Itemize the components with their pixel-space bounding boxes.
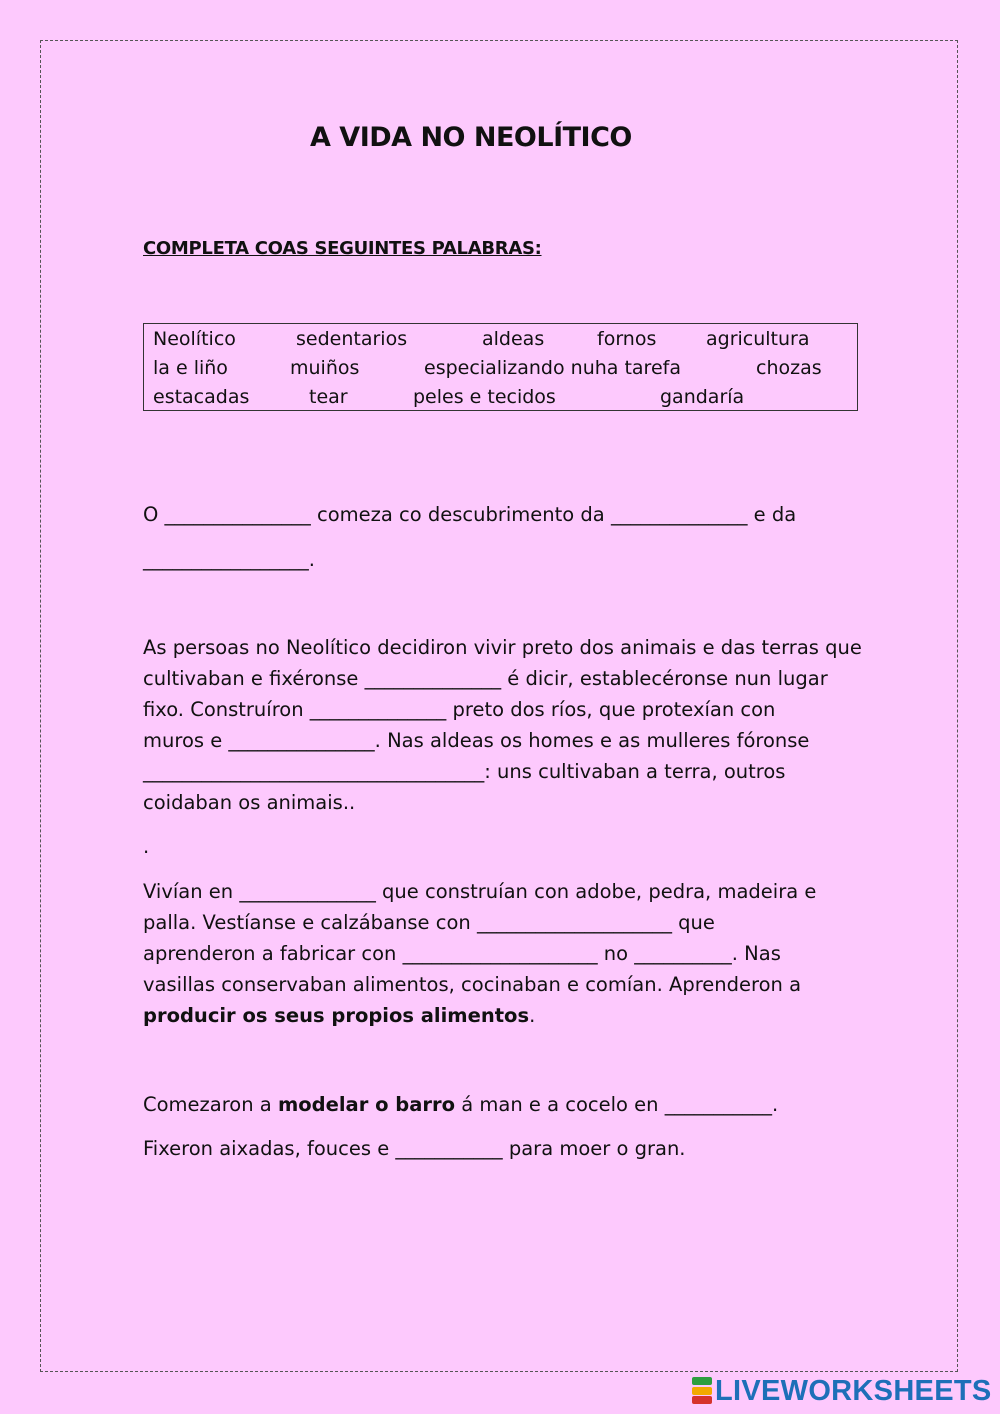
word-bank-item: muiños [290, 357, 360, 379]
exercise-line: ___________________________________: uns cultivaban a terra, outros [143, 760, 786, 783]
word-bank-item: chozas [756, 357, 822, 379]
word-bank-item: aldeas [482, 328, 545, 350]
bold-phrase: producir os seus propios alimentos [143, 1004, 530, 1027]
exercise-line: vasillas conservaban alimentos, cocinaban e comían. Aprenderon a [143, 973, 802, 996]
exercise-line: As persoas no Neolítico decidiron vivir preto dos animais e das terras que [143, 636, 862, 659]
logo-text: LIVEWORKSHEETS [715, 1374, 992, 1407]
line-end: á man e a cocelo en ___________. [455, 1093, 779, 1116]
logo-mark-icon [692, 1377, 712, 1405]
exercise-line: Fixeron aixadas, fouces e ___________ para moer o gran. [143, 1137, 686, 1160]
line-start: Comezaron a [143, 1093, 278, 1116]
line-end: . [529, 1004, 536, 1027]
word-bank-item: fornos [597, 328, 657, 350]
stray-dot: . [143, 835, 150, 858]
exercise-line: _________________. [143, 548, 315, 571]
word-bank [143, 323, 858, 411]
word-bank-item: tear [309, 386, 348, 408]
word-bank-item: estacadas [153, 386, 250, 408]
exercise-line: coidaban os animais.. [143, 791, 356, 814]
word-bank-item: Neolítico [153, 328, 236, 350]
exercise-line [143, 1093, 778, 1116]
liveworksheets-logo [692, 1375, 992, 1407]
instructions-heading: COMPLETA COAS SEGUINTES PALABRAS: [143, 238, 542, 259]
exercise-line: cultivaban e fixéronse ______________ é dicir, establecéronse nun lugar [143, 667, 828, 690]
bold-phrase: modelar o barro [277, 1093, 456, 1116]
exercise-line: fixo. Construíron ______________ preto dos ríos, que protexían con [143, 698, 776, 721]
word-bank-item: especializando nuha tarefa [424, 357, 681, 379]
word-bank-item: agricultura [706, 328, 810, 350]
word-bank-item: peles e tecidos [413, 386, 556, 408]
word-bank-item: gandaría [660, 386, 745, 408]
word-bank-item: la e liño [153, 357, 228, 379]
exercise-line: palla. Vestíanse e calzábanse con ____________________ que [143, 911, 715, 934]
word-bank-item: sedentarios [296, 328, 408, 350]
exercise-line: aprenderon a fabricar con ____________________ no __________. Nas [143, 942, 781, 965]
page-title: A VIDA NO NEOLÍTICO [310, 122, 632, 153]
exercise-line [143, 1004, 535, 1027]
exercise-line: Vivían en ______________ que construían con adobe, pedra, madeira e [143, 880, 817, 903]
exercise-line: muros e _______________. Nas aldeas os homes e as mulleres fóronse [143, 729, 810, 752]
exercise-line: O _______________ comeza co descubrimento da ______________ e da [143, 503, 797, 526]
